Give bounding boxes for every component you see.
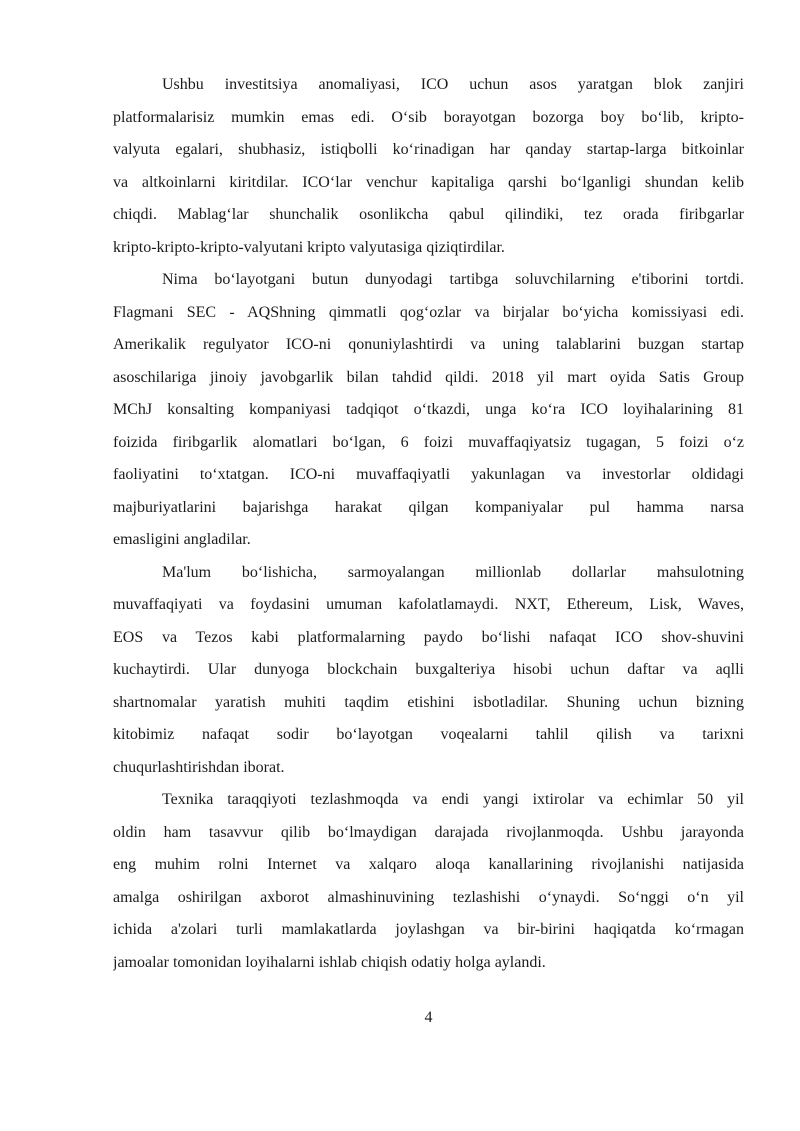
text-line: shartnomalar yaratish muhiti taqdim etishini isbotladilar. Shuning uchun bizning [113,693,744,711]
text-line: amalga oshirilgan axborot almashinuvining tezlashishi o‘ynaydi. So‘nggi o‘n yil [113,888,744,906]
text-line: majburiyatlarini bajarishga harakat qilgan kompaniyalar pul hamma narsa [113,498,744,516]
text-line: asoschilariga jinoiy javobgarlik bilan tahdid qildi. 2018 yil mart oyida Satis Group [113,368,744,386]
text-line: eng muhim rolni Internet va xalqaro aloqa kanallarining rivojlanishi natijasida [113,856,744,873]
text-line: va altkoinlarni kiritdilar. ICO‘lar venchur kapitaliga qarshi bo‘lganligi shundan kelib [113,173,744,191]
text-line: Texnika taraqqiyoti tezlashmoqda va endi yangi ixtirolar va echimlar 50 yil [162,791,744,808]
text-line: chuqurlashtirishdan iborat. [113,758,285,776]
paragraph [113,784,744,979]
text-line: chiqdi. Mablag‘lar shunchalik osonlikcha qabul qilindiki, tez orada firibgarlar [113,206,744,223]
text-line: platformalarisiz mumkin emas edi. O‘sib borayotgan bozorga boy bo‘lib, kripto- [113,108,744,126]
text-line: ichida a'zolari turli mamlakatlarda joylashgan va bir-birini haqiqatda ko‘rmagan [113,921,744,938]
text-line: valyuta egalari, shubhasiz, istiqbolli ko‘rinadigan har qanday startap-larga bitkoinlar [113,141,744,158]
paragraph [113,264,744,557]
text-line: oldin ham tasavvur qilib bo‘lmaydigan darajada rivojlanmoqda. Ushbu jarayonda [113,823,744,841]
text-line: foizida firibgarlik alomatlari bo‘lgan, 6 foizi muvaffaqiyatsiz tugagan, 5 foizi o‘z [113,433,744,451]
text-line: faoliyatini to‘xtatgan. ICO-ni muvaffaqiyatli yakunlagan va investorlar oldidagi [113,466,744,483]
text-line: Ushbu investitsiya anomaliyasi, ICO uchun asos yaratgan blok zanjiri [162,76,744,93]
text-line: Flagmani SEC - AQShning qimmatli qog‘ozlar va birjalar bo‘yicha komissiyasi edi. [113,303,744,321]
text-line: kuchaytirdi. Ular dunyoga blockchain buxgalteriya hisobi uchun daftar va aqlli [113,661,744,678]
text-line: kitobimiz nafaqat sodir bo‘layotgan voqealarni tahlil qilish va tarixni [113,726,744,743]
text-line: jamoalar tomonidan loyihalarni ishlab chiqish odatiy holga aylandi. [113,953,546,971]
page-number: 4 [424,1009,433,1026]
text-line: Amerikalik regulyator ICO-ni qonuniylashtirdi va uning talablarini buzgan startap [113,336,744,353]
paragraph [113,557,744,785]
body-text [113,69,744,979]
paragraph [113,69,744,264]
text-line: emasligini angladilar. [113,531,251,548]
text-line: muvaffaqiyati va foydasini umuman kafolatlamaydi. NXT, Ethereum, Lisk, Waves, [113,596,744,613]
text-line: Nima bo‘layotgani butun dunyodagi tartibga soluvchilarning e'tiborini tortdi. [162,271,744,288]
text-line: MChJ konsalting kompaniyasi tadqiqot o‘tkazdi, unga ko‘ra ICO loyihalarining 81 [113,401,744,418]
text-line: EOS va Tezos kabi platformalarning paydo bo‘lishi nafaqat ICO shov-shuvini [113,628,744,646]
text-line: kripto-kripto-kripto-valyutani kripto valyutasiga qiziqtirdilar. [113,238,505,256]
text-line: Ma'lum bo‘lishicha, sarmoyalangan millionlab dollarlar mahsulotning [162,563,744,581]
